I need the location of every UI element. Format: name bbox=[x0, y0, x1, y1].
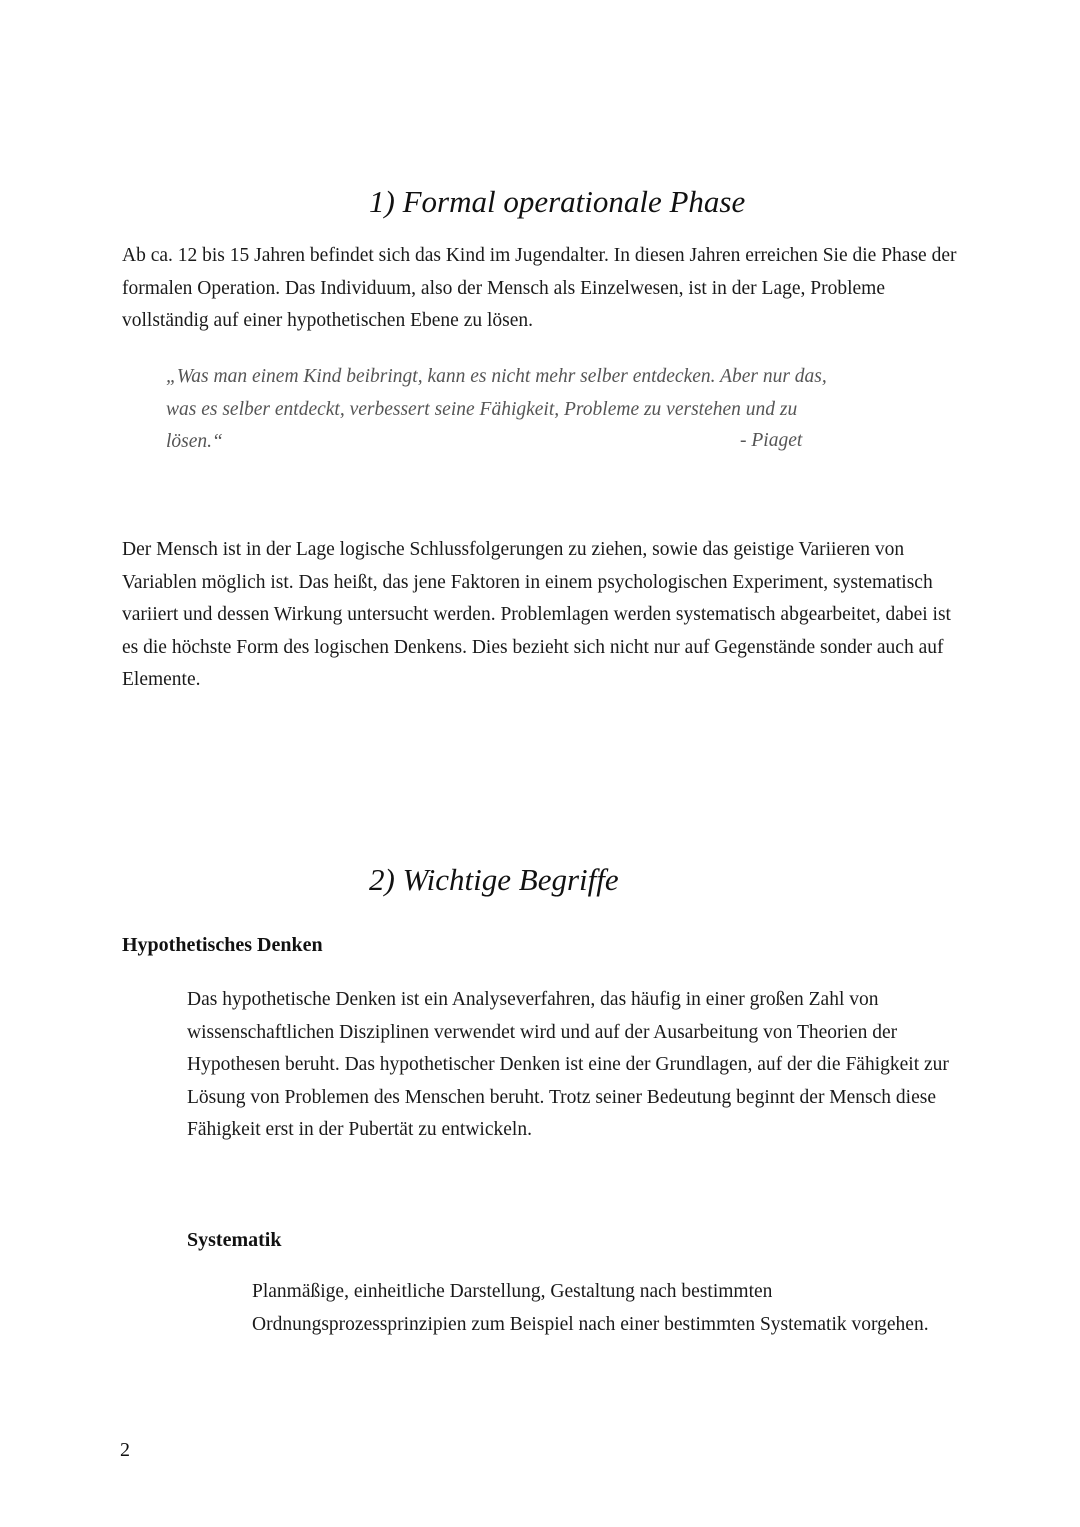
quote-author: - Piaget bbox=[740, 430, 803, 451]
page-number: 2 bbox=[120, 1439, 130, 1461]
quote-line: was es selber entdeckt, verbessert seine Fähigkeit, Probleme zu verstehen und zu bbox=[166, 398, 798, 420]
piaget-quote bbox=[166, 361, 926, 459]
section-heading-formal-operational-phase: 1) Formal operationale Phase bbox=[369, 184, 746, 219]
term-heading-hypothetical-thinking: Hypothetisches Denken bbox=[122, 934, 323, 956]
term-heading-systematics: Systematik bbox=[187, 1229, 282, 1251]
body-paragraph: Der Mensch ist in der Lage logische Schlussfolgerungen zu ziehen, sowie das geistige Variieren von Variablen möglich ist. Das heißt, das jene Faktoren in einem psychologischen Experiment, systematisch variiert und dessen Wirkung untersucht werden. Problemlagen werden systematisch abgearbeitet, dabei ist es die höchste Form des logischen Denkens. Dies bezieht sich nicht nur auf Gegenstände sonder auch auf Elemente. bbox=[122, 539, 951, 690]
term-definition-systematics: Planmäßige, einheitliche Darstellung, Gestaltung nach bestimmten Ordnungsprozessprinzipien zum Beispiel nach einer bestimmten Systematik vorgehen. bbox=[252, 1281, 929, 1335]
term-definition-hypothetical-thinking: Das hypothetische Denken ist ein Analyseverfahren, das häufig in einer großen Zahl von wissenschaftlichen Disziplinen verwendet wird und auf der Ausarbeitung von Theorien der Hypothesen beruht. Das hypothetischer Denken ist eine der Grundlagen, auf der die Fähigkeit zur Lösung von Problemen des Menschen beruht. Trotz seiner Bedeutung beginnt der Mensch diese Fähigkeit erst in der Pubertät zu entwickeln. bbox=[187, 989, 949, 1140]
section-heading-important-terms: 2) Wichtige Begriffe bbox=[369, 862, 619, 897]
quote-line: lösen.“ bbox=[166, 431, 223, 452]
quote-line: „Was man einem Kind beibringt, kann es nicht mehr selber entdecken. Aber nur das, bbox=[166, 366, 827, 387]
intro-paragraph: Ab ca. 12 bis 15 Jahren befindet sich das Kind im Jugendalter. In diesen Jahren erreichen Sie die Phase der formalen Operation. Das Individuum, also der Mensch als Einzelwesen, ist in der Lage, Probleme vollständig auf einer hypothetischen Ebene zu lösen. bbox=[122, 245, 957, 331]
